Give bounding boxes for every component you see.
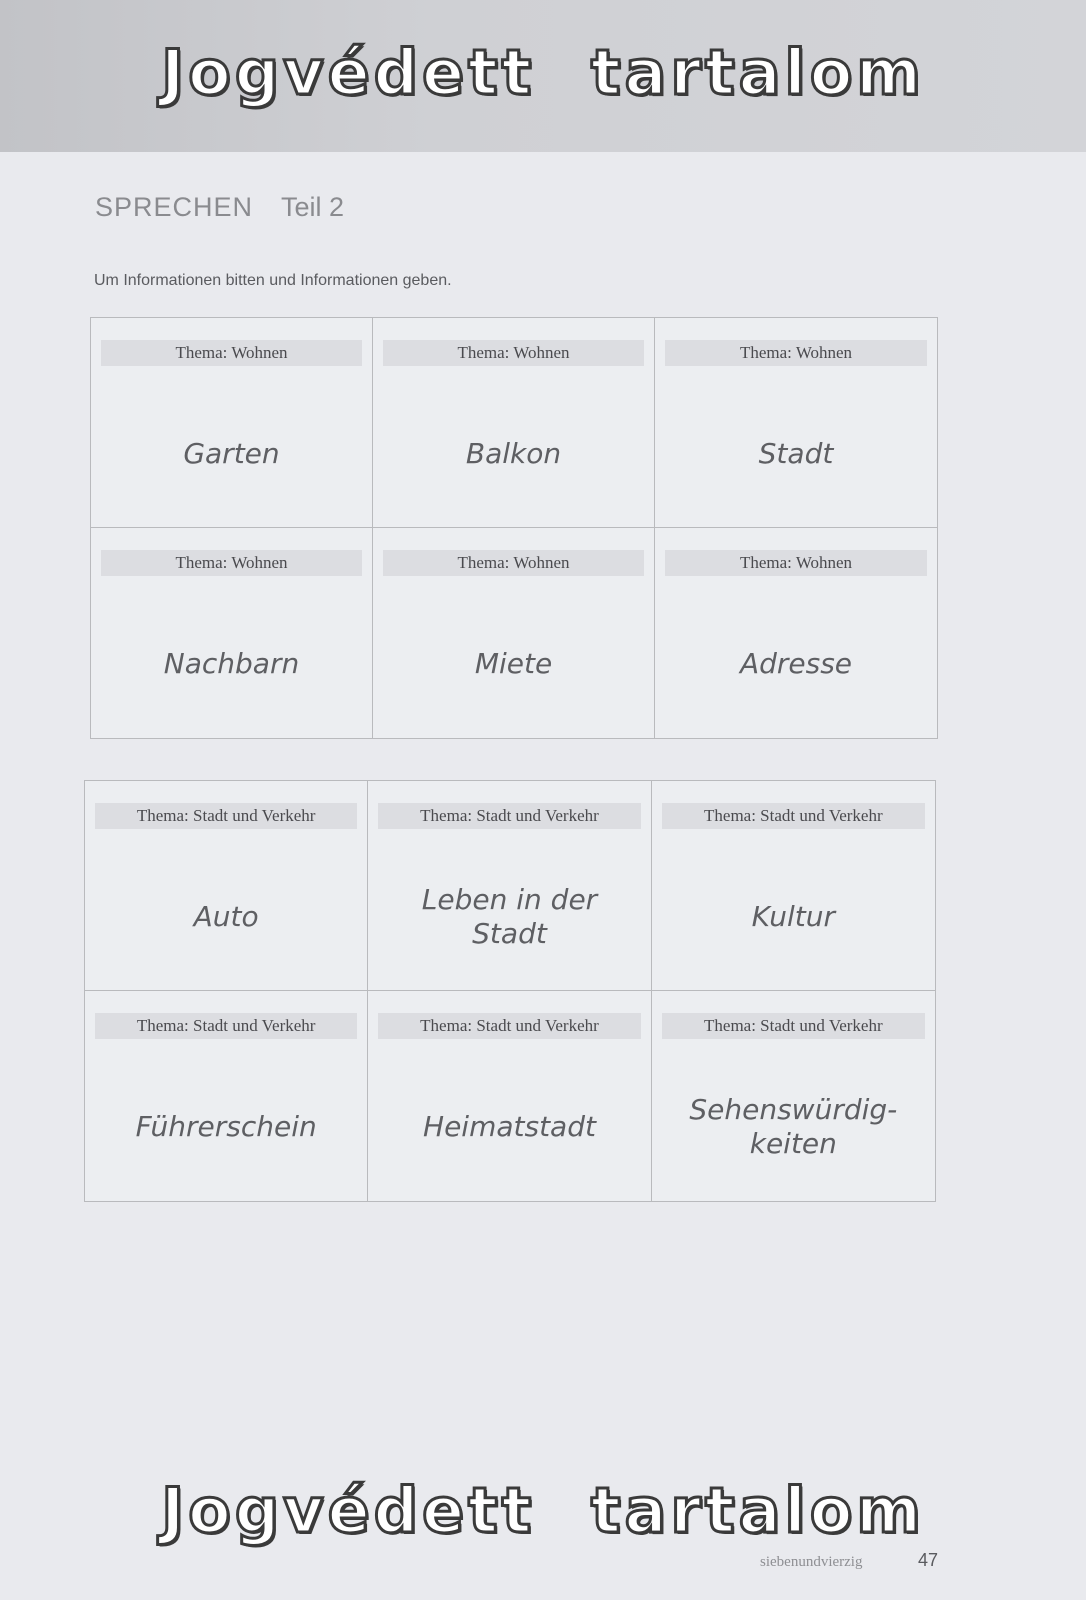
card-topic: Thema: Stadt und Verkehr xyxy=(378,803,640,829)
card xyxy=(85,991,368,1201)
card-topic: Thema: Wohnen xyxy=(665,550,927,576)
card-topic: Thema: Wohnen xyxy=(101,340,362,366)
watermark-top: Jogvédett tartalom xyxy=(161,36,925,109)
card-topic: Thema: Stadt und Verkehr xyxy=(662,1013,925,1039)
card-topic: Thema: Stadt und Verkehr xyxy=(95,1013,357,1039)
card xyxy=(655,528,937,738)
card xyxy=(652,991,935,1201)
card-topic: Thema: Wohnen xyxy=(665,340,927,366)
card xyxy=(91,318,373,528)
card-word: Führerschein xyxy=(135,1110,317,1143)
card-topic: Thema: Stadt und Verkehr xyxy=(662,803,925,829)
card-word: Nachbarn xyxy=(163,647,300,680)
card xyxy=(373,318,655,528)
card-topic: Thema: Wohnen xyxy=(383,550,644,576)
card-word: Garten xyxy=(183,436,280,470)
card xyxy=(655,318,937,528)
card xyxy=(652,781,935,991)
card xyxy=(368,781,651,991)
card-grid-wohnen xyxy=(90,317,938,739)
card-topic: Thema: Wohnen xyxy=(383,340,644,366)
card-word: Balkon xyxy=(465,436,562,470)
section-title: SPRECHEN xyxy=(95,192,254,222)
card-word: Stadt xyxy=(758,436,834,470)
page-number: 47 xyxy=(918,1550,939,1570)
card-word: Kultur xyxy=(751,899,836,933)
card-word: Heimatstadt xyxy=(423,1110,596,1143)
watermark-bottom: Jogvédett tartalom xyxy=(161,1474,925,1547)
card xyxy=(368,991,651,1201)
card-word: Adresse xyxy=(739,647,853,680)
card-word: Auto xyxy=(193,899,259,933)
instruction-text: Um Informationen bitten und Informationen geben. xyxy=(94,272,452,289)
card xyxy=(91,528,373,738)
section-part: Teil 2 xyxy=(281,192,345,222)
card-word: Leben in der Stadt xyxy=(421,882,598,950)
card xyxy=(85,781,368,991)
card-topic: Thema: Stadt und Verkehr xyxy=(378,1013,640,1039)
section-heading xyxy=(95,192,344,223)
card-grid-stadt-verkehr xyxy=(84,780,936,1202)
card-topic: Thema: Stadt und Verkehr xyxy=(95,803,357,829)
page-number-word: siebenundvierzig xyxy=(760,1554,863,1570)
card-topic: Thema: Wohnen xyxy=(101,550,362,576)
card-word: Miete xyxy=(474,647,553,680)
card xyxy=(373,528,655,738)
card-word: Sehenswürdig-keiten xyxy=(689,1093,898,1160)
